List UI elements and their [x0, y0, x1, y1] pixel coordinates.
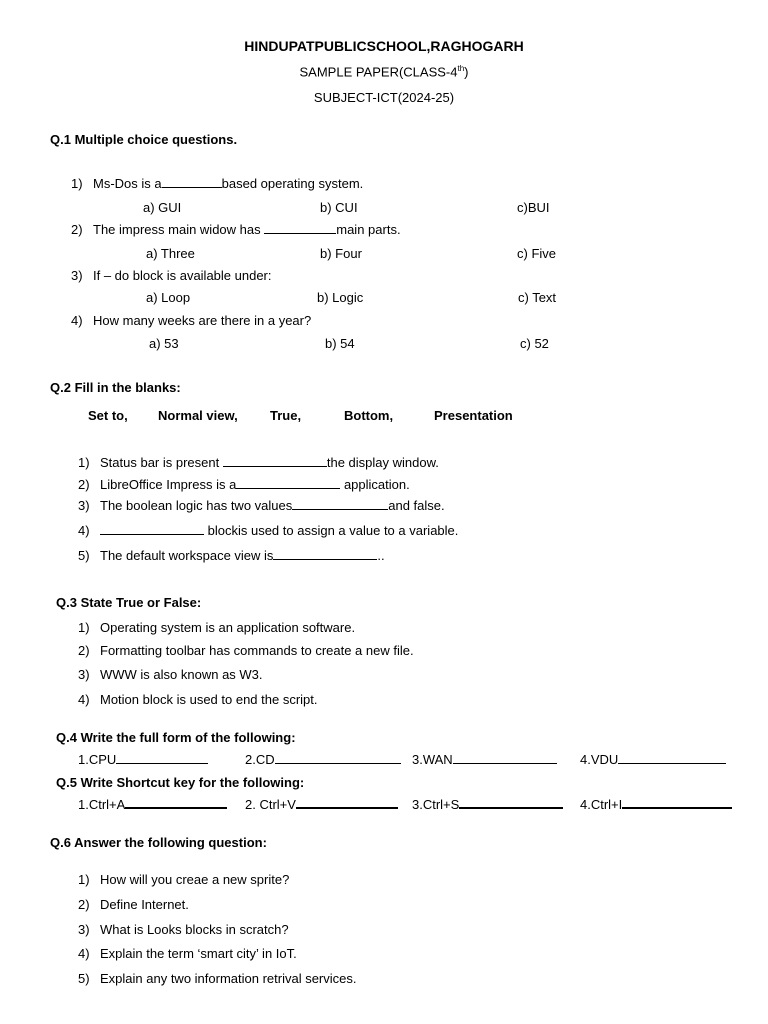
- item-number: 2): [78, 897, 90, 912]
- item-number: 3): [71, 268, 83, 283]
- q2-item: [78, 498, 445, 513]
- q1-item: [71, 313, 311, 328]
- q2-item: [78, 455, 439, 470]
- item-number: 4): [78, 946, 90, 961]
- item-number: 3): [78, 498, 90, 513]
- question-text-end: blockis used to assign a value to a variable.: [207, 523, 459, 538]
- item-number: 1): [71, 176, 83, 191]
- question-text: How will you creae a new sprite?: [100, 872, 290, 887]
- shortcut-label: 3.Ctrl+S: [412, 797, 460, 812]
- question-text: Define Internet.: [100, 897, 189, 912]
- question-text-end: based operating system.: [221, 176, 364, 191]
- q3-item: [78, 620, 355, 635]
- q2-item: [78, 523, 458, 538]
- item-number: 3): [78, 667, 90, 682]
- question-text: What is Looks blocks in scratch?: [100, 922, 289, 937]
- q2-title: Q.2 Fill in the blanks:: [50, 380, 181, 395]
- word-bank-item: Presentation: [434, 408, 513, 423]
- option-a: a) 53: [149, 336, 179, 351]
- term-label: 4.VDU: [580, 752, 619, 767]
- q1-item: [71, 222, 401, 237]
- q5-title: Q.5 Write Shortcut key for the following:: [56, 775, 305, 790]
- item-number: 4): [78, 523, 90, 538]
- paper-title-sup: th: [457, 64, 465, 73]
- question-text: If – do block is available under:: [93, 268, 272, 283]
- q6-item: [78, 971, 357, 986]
- option-a: a) Three: [146, 246, 195, 261]
- answer-blank: [162, 177, 222, 188]
- item-number: 2): [71, 222, 83, 237]
- word-bank-item: True,: [270, 408, 302, 423]
- term-label: 3.WAN: [412, 752, 453, 767]
- question-text: Explain any two information retrival services.: [100, 971, 357, 986]
- answer-blank: [453, 753, 557, 764]
- option-a: a) GUI: [143, 200, 182, 215]
- q5-item: [245, 797, 398, 812]
- subject-title: SUBJECT-ICT(2024-25): [313, 90, 455, 105]
- option-c: c)BUI: [517, 200, 550, 215]
- question-text-end: main parts.: [336, 222, 401, 237]
- q2-item: [78, 548, 385, 563]
- answer-blank: [296, 797, 398, 809]
- answer-blank: [618, 753, 726, 764]
- option-b: b) Four: [320, 246, 362, 261]
- q4-title: Q.4 Write the full form of the following:: [56, 730, 296, 745]
- item-number: 5): [78, 971, 90, 986]
- question-text: How many weeks are there in a year?: [93, 313, 312, 328]
- answer-blank: [459, 797, 563, 809]
- paper-title-suffix: ): [464, 64, 469, 80]
- option-b: b) 54: [325, 336, 355, 351]
- answer-blank: [100, 524, 204, 535]
- paper-title-text: SAMPLE PAPER(CLASS-4: [299, 64, 458, 80]
- option-a: a) Loop: [146, 290, 191, 305]
- answer-blank: [223, 456, 327, 467]
- answer-blank: [273, 549, 377, 560]
- word-bank-item: Normal view,: [158, 408, 238, 423]
- item-number: 4): [78, 692, 90, 707]
- q4-item: [245, 752, 401, 767]
- answer-blank: [292, 499, 388, 510]
- option-b: b) CUI: [320, 200, 358, 215]
- question-text-end: application.: [343, 477, 410, 492]
- option-c: c) Text: [518, 290, 557, 305]
- question-text-end: ..: [377, 548, 385, 563]
- statement-text: WWW is also known as W3.: [100, 667, 263, 682]
- question-text: Status bar is present: [100, 455, 220, 470]
- q5-item: [78, 797, 227, 812]
- statement-text: Operating system is an application software.: [100, 620, 356, 635]
- option-c: c) 52: [520, 336, 549, 351]
- q4-item: [412, 752, 557, 767]
- q4-item: [78, 752, 208, 767]
- q3-item: [78, 692, 318, 707]
- answer-blank: [116, 753, 208, 764]
- school-name: HINDUPATPUBLICSCHOOL,RAGHOGARH: [244, 38, 524, 54]
- item-number: 3): [78, 922, 90, 937]
- q1-item: [71, 176, 363, 191]
- shortcut-label: 1.Ctrl+A: [78, 797, 126, 812]
- item-number: 2): [78, 477, 90, 492]
- term-label: 1.CPU: [78, 752, 117, 767]
- option-b: b) Logic: [317, 290, 364, 305]
- statement-text: Motion block is used to end the script.: [100, 692, 318, 707]
- answer-blank: [125, 797, 227, 809]
- q6-item: [78, 922, 289, 937]
- q3-item: [78, 667, 263, 682]
- answer-blank: [275, 753, 401, 764]
- q2-item: [78, 477, 410, 492]
- item-number: 2): [78, 643, 90, 658]
- item-number: 1): [78, 620, 90, 635]
- q3-title: Q.3 State True or False:: [56, 595, 202, 610]
- q1-title: Q.1 Multiple choice questions.: [50, 132, 238, 147]
- shortcut-label: 4.Ctrl+I: [580, 797, 623, 812]
- question-text-end: the display window.: [326, 455, 439, 470]
- answer-blank: [264, 223, 336, 234]
- question-text-end: and false.: [388, 498, 445, 513]
- paper-title: [0, 64, 768, 79]
- item-number: 1): [78, 455, 90, 470]
- item-number: 4): [71, 313, 83, 328]
- q5-item: [580, 797, 732, 812]
- q6-title: Q.6 Answer the following question:: [50, 835, 267, 850]
- item-number: 1): [78, 872, 90, 887]
- term-label: 2.CD: [245, 752, 275, 767]
- question-text: Ms-Dos is a: [93, 176, 162, 191]
- q5-item: [412, 797, 563, 812]
- q6-item: [78, 897, 189, 912]
- question-text: The boolean logic has two values: [100, 498, 293, 513]
- answer-blank: [236, 478, 340, 489]
- q4-item: [580, 752, 726, 767]
- word-bank-item: Set to,: [88, 408, 128, 423]
- q3-item: [78, 643, 414, 658]
- question-text: LibreOffice Impress is a: [100, 477, 237, 492]
- statement-text: Formatting toolbar has commands to create a new file.: [100, 643, 414, 658]
- question-text: The default workspace view is: [100, 548, 274, 563]
- q6-item: [78, 872, 289, 887]
- shortcut-label: 2. Ctrl+V: [245, 797, 296, 812]
- q6-item: [78, 946, 297, 961]
- option-c: c) Five: [517, 246, 556, 261]
- question-text: Explain the term ‘smart city’ in IoT.: [100, 946, 297, 961]
- answer-blank: [622, 797, 732, 809]
- question-text: The impress main widow has: [93, 222, 261, 237]
- q1-item: [71, 268, 272, 283]
- item-number: 5): [78, 548, 90, 563]
- word-bank-item: Bottom,: [344, 408, 394, 423]
